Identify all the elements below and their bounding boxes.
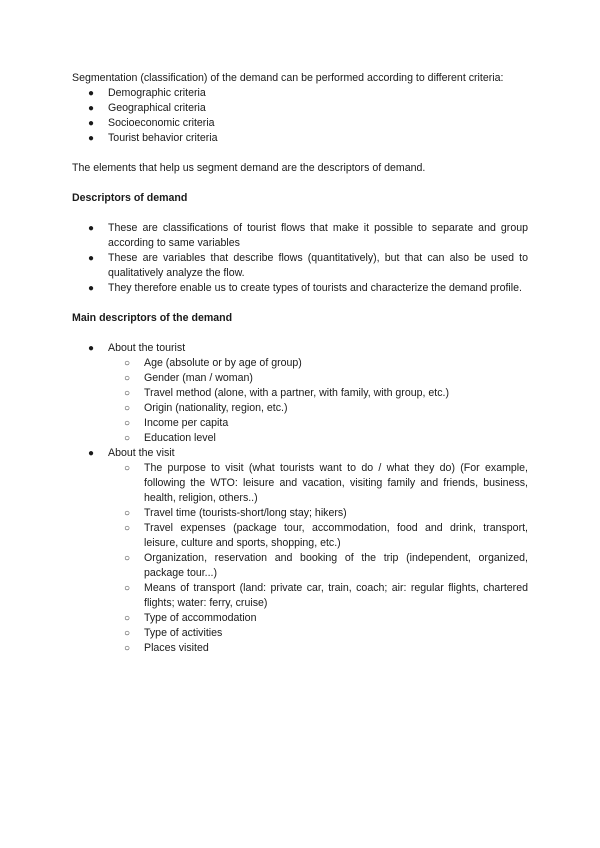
elements-paragraph: The elements that help us segment demand are the descriptors of demand. (72, 162, 426, 174)
sub-bullet-icon: ○ (124, 403, 131, 414)
bullet-icon: ● (88, 88, 95, 99)
sub-bullet-icon: ○ (124, 613, 131, 624)
descriptors-heading: Descriptors of demand (72, 192, 188, 204)
list-item: ○ Age (absolute or by age of group) (124, 357, 302, 369)
list-item: ○ Travel method (alone, with a partner, with family, with group, etc.) (124, 387, 449, 399)
bullet-icon: ● (88, 253, 95, 264)
list-item: ○ Places visited (124, 642, 209, 654)
list-item: ○ Means of transport (land: private car, train, coach; air: regular flights, chartered flights; water: ferry, cruise) (124, 582, 528, 609)
list-item: ○ Type of accommodation (124, 612, 257, 624)
sub-bullet-icon: ○ (124, 358, 131, 369)
sub-bullet-icon: ○ (124, 433, 131, 444)
list-item: ○ The purpose to visit (what tourists want to do / what they do) (For example, following the WTO: leisure and vacation, visiting family and friends, business, health, religion, others..) (124, 462, 528, 504)
list-item: ○ Income per capita (124, 417, 229, 429)
bullet-icon: ● (88, 133, 95, 144)
list-item: ● These are variables that describe flows (quantitatively), but that can also be used to qualitatively analyze the flow. (88, 252, 528, 279)
intro-paragraph: Segmentation (classification) of the demand can be performed according to different criteria: (72, 72, 504, 84)
sub-bullet-icon: ○ (124, 643, 131, 654)
list-item: ○ Origin (nationality, region, etc.) (124, 402, 288, 414)
tourist-sublist (108, 356, 528, 446)
list-item: ● These are classifications of tourist flows that make it possible to separate and group according to same variables (88, 222, 528, 249)
main-descriptors-list (72, 341, 528, 656)
sub-bullet-icon: ○ (124, 463, 131, 474)
main-descriptors-heading: Main descriptors of the demand (72, 312, 233, 324)
list-item: ○ Type of activities (124, 627, 223, 639)
list-item: ○ Travel expenses (package tour, accommodation, food and drink, transport, leisure, culture and sports, shopping, etc.) (124, 522, 528, 549)
document-body (72, 71, 528, 656)
sub-bullet-icon: ○ (124, 508, 131, 519)
tourist-label: About the tourist (108, 342, 186, 354)
bullet-icon: ● (88, 343, 95, 354)
bullet-icon: ● (88, 103, 95, 114)
list-item (72, 341, 528, 446)
list-item (72, 446, 528, 656)
list-item: ○ Organization, reservation and booking of the trip (independent, organized, package tour...) (124, 552, 528, 579)
list-item: ○ Gender (man / woman) (124, 372, 253, 384)
list-item: ● Tourist behavior criteria (88, 132, 218, 144)
descriptors-list (72, 221, 528, 296)
criteria-list (72, 86, 528, 146)
list-item: ○ Education level (124, 432, 216, 444)
sub-bullet-icon: ○ (124, 583, 131, 594)
sub-bullet-icon: ○ (124, 388, 131, 399)
sub-bullet-icon: ○ (124, 628, 131, 639)
bullet-icon: ● (88, 223, 95, 234)
visit-label: About the visit (108, 447, 175, 459)
bullet-icon: ● (88, 448, 95, 459)
sub-bullet-icon: ○ (124, 523, 131, 534)
sub-bullet-icon: ○ (124, 418, 131, 429)
sub-bullet-icon: ○ (124, 373, 131, 384)
list-item: ● Socioeconomic criteria (88, 117, 215, 129)
visit-sublist (108, 461, 528, 656)
sub-bullet-icon: ○ (124, 553, 131, 564)
bullet-icon: ● (88, 283, 95, 294)
bullet-icon: ● (88, 118, 95, 129)
list-item: ● Geographical criteria (88, 102, 206, 114)
list-item: ● They therefore enable us to create types of tourists and characterize the demand profile. (88, 282, 522, 294)
list-item: ○ Travel time (tourists-short/long stay; hikers) (124, 507, 347, 519)
list-item: ● Demographic criteria (88, 87, 206, 99)
